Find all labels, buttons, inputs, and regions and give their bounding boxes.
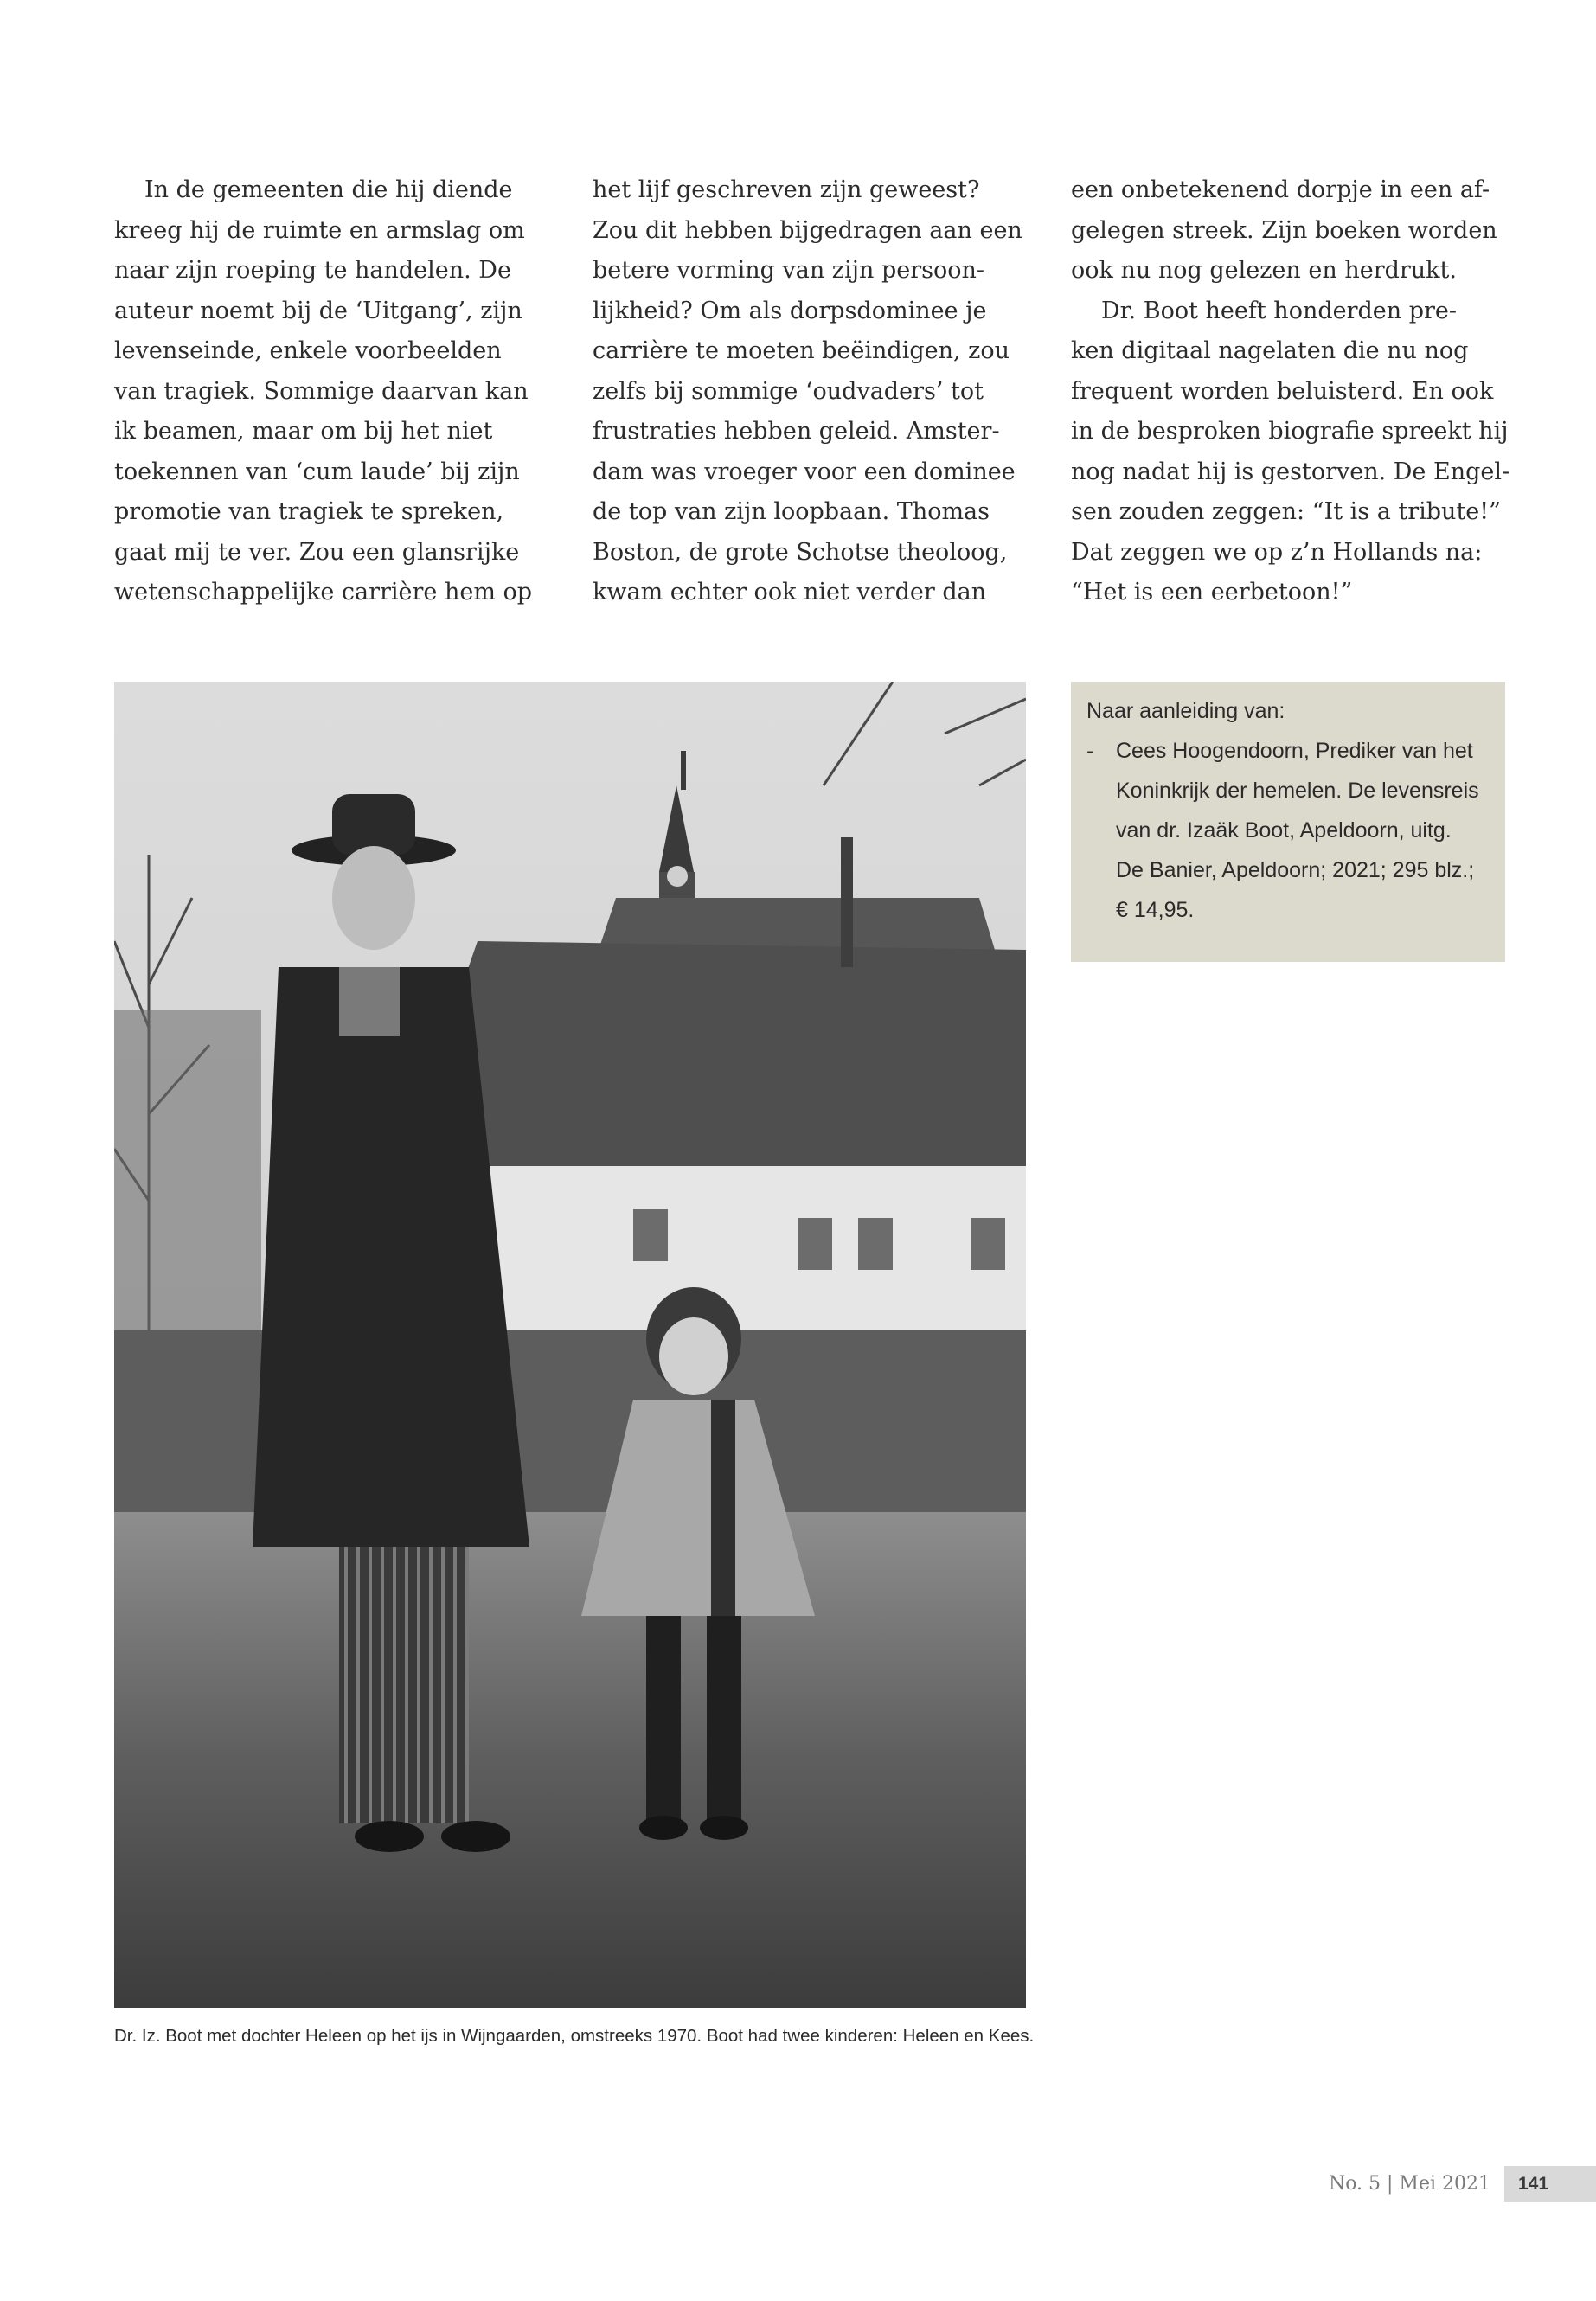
- paragraph-line: in de besproken biografie spreekt hij: [1071, 418, 1509, 445]
- paragraph-line: frequent worden beluisterd. En ook: [1071, 377, 1494, 405]
- paragraph-line: In de gemeenten die hij diende: [144, 176, 513, 203]
- paragraph-line: ken digitaal nagelaten die nu nog: [1071, 337, 1469, 364]
- article-column-3: [1071, 170, 1510, 613]
- paragraph-line: naar zijn roeping te handelen. De: [114, 257, 511, 284]
- paragraph-line: frustraties hebben geleid. Amster-: [593, 418, 1000, 445]
- paragraph-line: een onbetekenend dorpje in een af-: [1071, 176, 1490, 203]
- info-box-line: van dr. Izaäk Boot, Apeldoorn, uitg.: [1116, 818, 1452, 843]
- paragraph-line: Dr. Boot heeft honderden pre-: [1101, 297, 1458, 324]
- paragraph-line: ook nu nog gelezen en herdrukt.: [1071, 257, 1457, 284]
- paragraph-line: Zou dit hebben bijgedragen aan een: [593, 216, 1022, 244]
- info-box: [1071, 682, 1505, 962]
- paragraph-line: auteur noemt bij de ‘Uitgang’, zijn: [114, 297, 522, 324]
- article-column-2: [593, 170, 1022, 613]
- paragraph-line: Boston, de grote Schotse theoloog,: [593, 538, 1008, 566]
- paragraph-line: het lijf geschreven zijn geweest?: [593, 176, 980, 203]
- paragraph-line: nog nadat hij is gestorven. De Engel-: [1071, 458, 1510, 485]
- info-box-line: De Banier, Apeldoorn; 2021; 295 blz.;: [1116, 858, 1475, 882]
- paragraph-line: betere vorming van zijn persoon-: [593, 257, 985, 284]
- issue-label: No. 5 | Mei 2021: [1328, 2173, 1490, 2195]
- article-column-1: [114, 170, 540, 613]
- ice-surface: [114, 1512, 1026, 2008]
- photo-caption: Dr. Iz. Boot met dochter Heleen op het ijs in Wijngaarden, omstreeks 1970. Boot had twee kinderen: Heleen en Kees.: [114, 2026, 1035, 2046]
- paragraph-line: lijkheid? Om als dorpsdominee je: [593, 297, 987, 324]
- paragraph-line: kreeg hij de ruimte en armslag om: [114, 216, 525, 244]
- paragraph-line: zelfs bij sommige ‘oudvaders’ tot: [593, 377, 984, 405]
- paragraph-line: gaat mij te ver. Zou een glansrijke: [114, 538, 520, 566]
- info-box-bullet: -: [1086, 739, 1094, 763]
- paragraph-line: de top van zijn loopbaan. Thomas: [593, 498, 990, 525]
- paragraph-line: “Het is een eerbetoon!”: [1071, 579, 1353, 606]
- paragraph-line: van tragiek. Sommige daarvan kan: [114, 377, 529, 405]
- paragraph-line: ik beamen, maar om bij het niet: [114, 418, 493, 445]
- paragraph-line: gelegen streek. Zijn boeken worden: [1071, 216, 1497, 244]
- page-number: 141: [1504, 2166, 1596, 2202]
- paragraph-line: kwam echter ook niet verder dan: [593, 579, 987, 606]
- paragraph-line: toekennen van ‘cum laude’ bij zijn: [114, 458, 520, 485]
- paragraph-line: sen zouden zeggen: “It is a tribute!”: [1071, 498, 1501, 525]
- photograph: [114, 682, 1026, 2008]
- info-box-line: € 14,95.: [1116, 898, 1195, 922]
- info-box-heading: Naar aanleiding van:: [1086, 699, 1285, 723]
- paragraph-line: wetenschappelijke carrière hem op: [114, 579, 533, 606]
- info-box-line: Cees Hoogendoorn, Prediker van het: [1116, 739, 1473, 763]
- paragraph-line: levenseinde, enkele voorbeelden: [114, 337, 502, 364]
- paragraph-line: Dat zeggen we op z’n Hollands na:: [1071, 538, 1483, 566]
- paragraph-line: carrière te moeten beëindigen, zou: [593, 337, 1010, 364]
- info-box-line: Koninkrijk der hemelen. De levensreis: [1116, 779, 1479, 803]
- paragraph-line: dam was vroeger voor een dominee: [593, 458, 1016, 485]
- paragraph-line: promotie van tragiek te spreken,: [114, 498, 504, 525]
